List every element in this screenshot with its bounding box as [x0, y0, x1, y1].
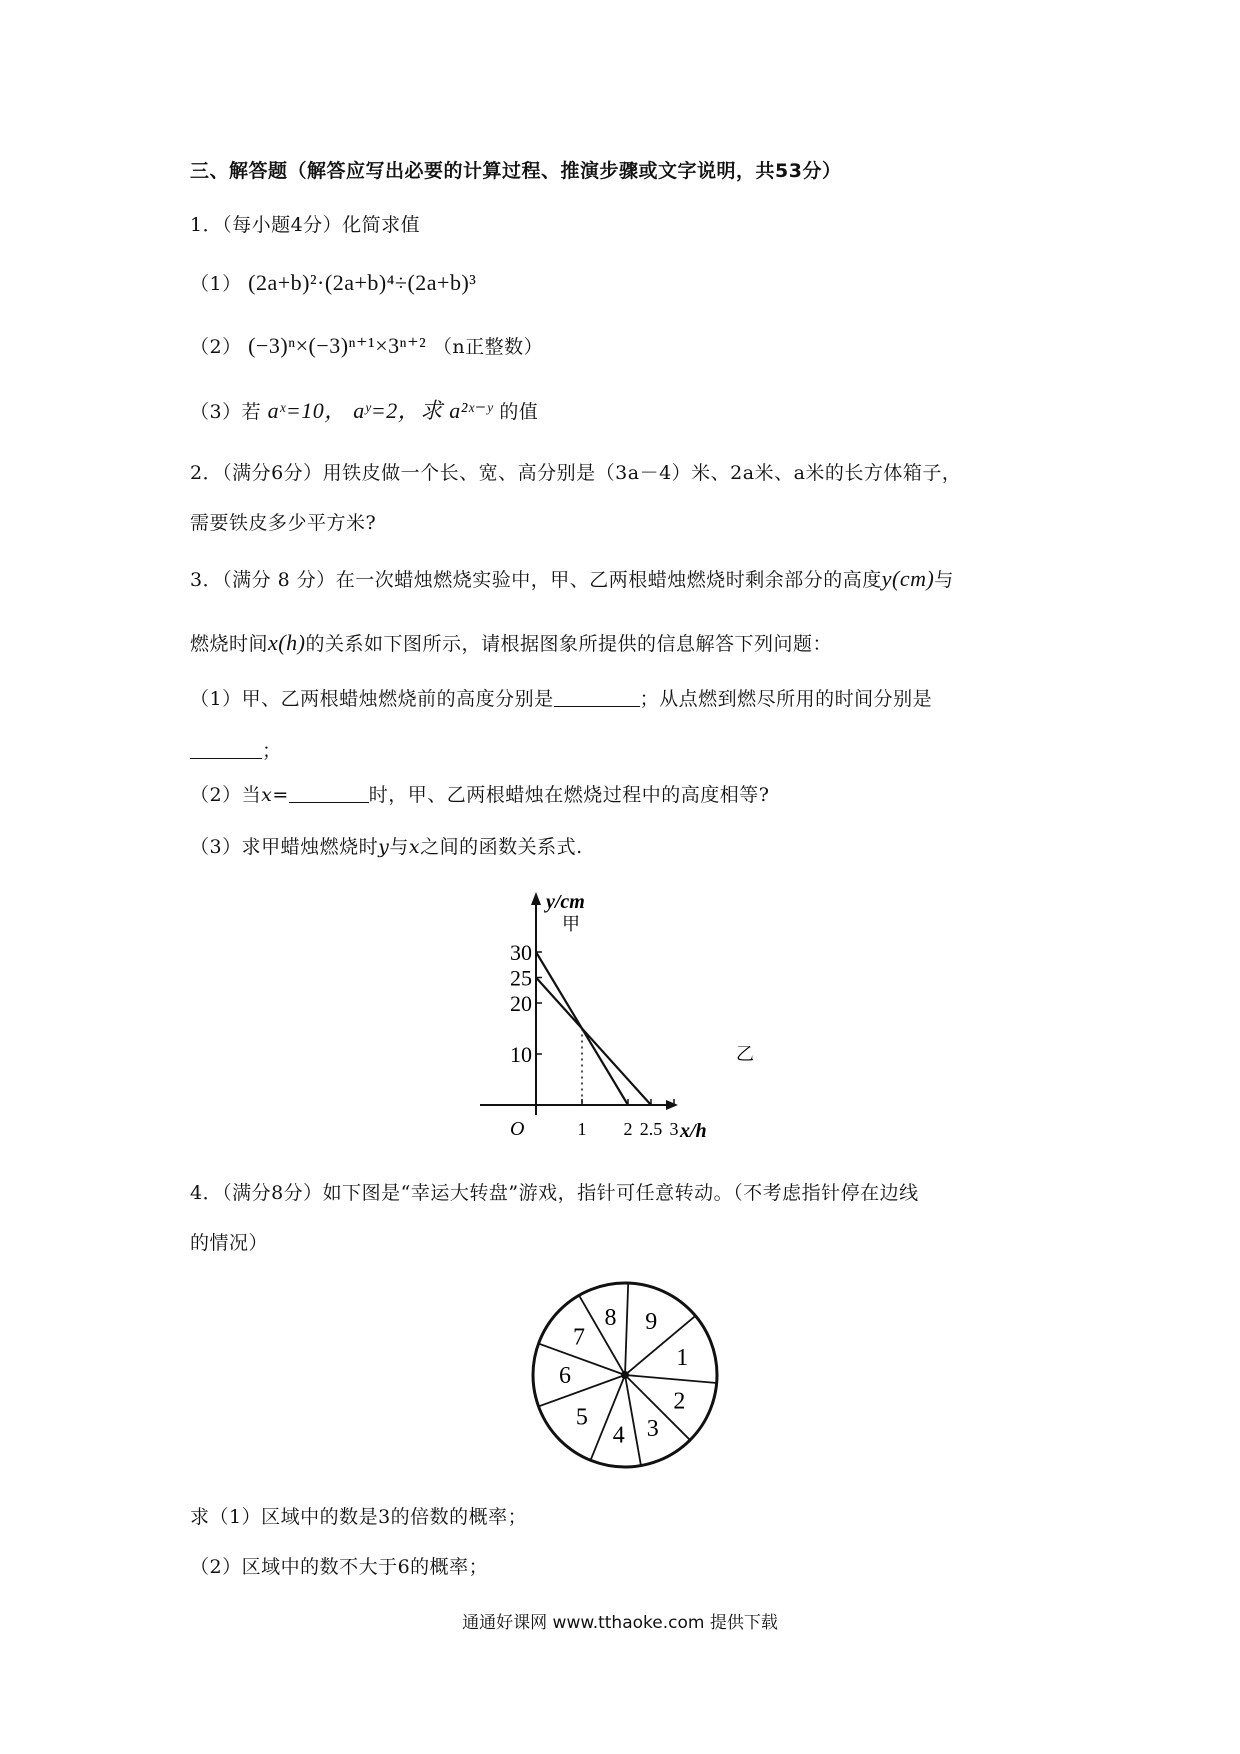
q1-p3-end: 的值	[499, 401, 539, 423]
origin-label: O	[510, 1118, 525, 1140]
sector-number: 1	[676, 1344, 689, 1371]
sector-number: 4	[612, 1422, 625, 1449]
x-tick-label: 1	[577, 1119, 587, 1139]
sector-number: 3	[646, 1416, 659, 1443]
q1-p3-b: aʸ=2，求	[353, 398, 443, 423]
q3-line1	[190, 566, 954, 593]
q3-sub3	[190, 834, 583, 860]
sector-divider	[625, 1283, 628, 1375]
q3-line2-var: x(h)	[268, 630, 306, 655]
q1-p1-expr: (2a+b)²·(2a+b)⁴÷(2a+b)³	[248, 270, 477, 295]
q1-p3-label: （3）若	[190, 401, 262, 423]
q4-sub1: 求（1）区域中的数是3的倍数的概率；	[190, 1506, 528, 1528]
sector-number: 5	[575, 1404, 588, 1431]
q3-s2-a: （2）当	[190, 784, 262, 806]
q3-s2-c: 时，甲、乙两根蜡烛在燃烧过程中的高度相等?	[368, 784, 770, 806]
q3-s2-var: x	[261, 784, 273, 806]
sector-divider	[579, 1295, 625, 1375]
sector-number: 9	[645, 1309, 658, 1336]
q3-line2-b: 的关系如下图所示，请根据图象所提供的信息解答下列问题：	[305, 633, 832, 655]
x-axis-arrow	[666, 1100, 678, 1110]
q3-sub1-cont	[190, 738, 282, 764]
q3-line1-var: y(cm)	[881, 566, 935, 591]
q3-sub1	[190, 686, 932, 712]
y-axis-label: y/cm	[546, 891, 585, 913]
y-tick-label: 20	[510, 991, 532, 1016]
q1-p2-expr: (−3)ⁿ×(−3)ⁿ⁺¹×3ⁿ⁺²	[248, 333, 427, 358]
sector-number: 7	[573, 1324, 586, 1351]
q3-line2-a: 燃烧时间	[190, 633, 269, 655]
q3-sub2	[190, 782, 769, 808]
q3-s3-x: x	[408, 836, 421, 858]
sector-number: 2	[673, 1388, 686, 1415]
q1-p3-c: a²ˣ⁻ʸ	[449, 398, 493, 423]
q3-s1-a: （1）甲、乙两根蜡烛燃烧前的高度分别是	[190, 688, 554, 710]
q3-s1-b: ；从点燃到燃尽所用的时间分别是	[639, 688, 933, 710]
answer-blank-heights[interactable]	[554, 686, 640, 707]
x-tick-label: 2.5	[639, 1119, 663, 1139]
q1-p2-label: （2）	[190, 336, 242, 358]
q3-s3-b: 与	[389, 836, 409, 858]
q3-line1-a: 3．（满分 8 分）在一次蜡烛燃烧实验中，甲、乙两根蜡烛燃烧时剩余部分的高度	[190, 569, 882, 591]
q3-line2	[190, 630, 832, 657]
q2-line1: 2．（满分6分）用铁皮做一个长、宽、高分别是（3a－4）米、2a米、a米的长方体箱子，	[190, 462, 962, 484]
sector-number: 8	[604, 1304, 617, 1331]
q3-s3-y: y	[378, 836, 390, 858]
q3-line1-b: 与	[934, 569, 954, 591]
footer: 通通好课网 www.tthaoke.com 提供下载	[462, 1613, 778, 1633]
q1-p3-a: aˣ=10，	[267, 398, 347, 423]
q4-line1: 4．（满分8分）如下图是“幸运大转盘”游戏，指针可任意转动。（不考虑指针停在边线	[190, 1182, 919, 1204]
lucky-wheel	[525, 1275, 725, 1475]
q1-part1	[190, 270, 476, 297]
series-label-2: 乙	[736, 1044, 754, 1064]
y-tick-label: 30	[510, 940, 532, 965]
q1-header: 1．（每小题4分）化简求值	[190, 214, 421, 236]
q4-sub2: （2）区域中的数不大于6的概率；	[190, 1556, 489, 1578]
q1-p2-note: （n正整数）	[432, 336, 544, 358]
section-title: 三、解答题（解答应写出必要的计算过程、推演步骤或文字说明，共53分）	[190, 160, 842, 182]
candle-graph	[480, 880, 760, 1150]
wheel-pivot	[621, 1371, 629, 1379]
x-axis-label: x/h	[680, 1120, 707, 1142]
q2-line2: 需要铁皮多少平方米?	[190, 512, 377, 534]
series-label-1: 甲	[562, 914, 580, 934]
q3-s1-c: ；	[262, 740, 282, 762]
sector-divider	[539, 1375, 625, 1406]
q1-part3	[190, 398, 538, 425]
q4-line2: 的情况）	[190, 1232, 269, 1254]
q1-p1-label: （1）	[190, 273, 242, 295]
q3-s3-c: 之间的函数关系式.	[420, 836, 583, 858]
q3-s3-a: （3）求甲蜡烛燃烧时	[190, 836, 379, 858]
q3-s2-b: =	[272, 784, 289, 806]
answer-blank-times[interactable]	[190, 738, 262, 759]
y-tick-label: 10	[510, 1042, 532, 1067]
y-tick-label: 25	[510, 965, 532, 991]
answer-blank-x[interactable]	[289, 782, 369, 803]
series-line-2	[536, 978, 651, 1106]
sector-number: 6	[559, 1363, 571, 1389]
sector-divider	[625, 1375, 717, 1383]
q1-part2	[190, 333, 543, 360]
x-tick-label: 2	[623, 1119, 633, 1139]
x-tick-label: 3	[669, 1119, 679, 1139]
y-axis-arrow	[531, 892, 541, 905]
